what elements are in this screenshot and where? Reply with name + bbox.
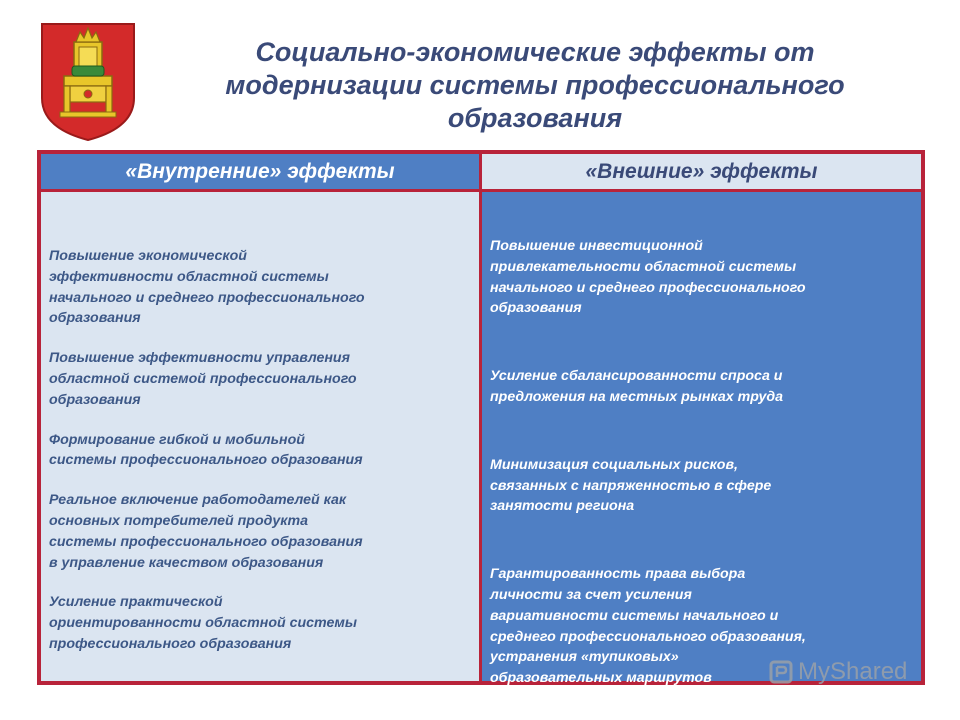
page-title — [170, 36, 900, 135]
myshared-watermark — [768, 658, 907, 686]
internal-effect-item: Повышение экономической эффективности областной системы начального и среднего профессионального образования — [49, 248, 365, 327]
coat-of-arms-icon — [38, 20, 138, 144]
internal-effect-item: Формирование гибкой и мобильной системы профессионального образования — [49, 431, 363, 469]
external-effects-header: «Внешние» эффекты — [482, 154, 921, 189]
title-line-1: Социально-экономические эффекты от — [255, 37, 815, 67]
internal-effects-column — [41, 192, 479, 681]
watermark-text: MyShared — [798, 658, 908, 685]
internal-effect-item: Усиление практической ориентированности областной системы профессионального образования — [49, 594, 357, 652]
internal-effects-header: «Внутренние» эффекты — [41, 154, 479, 189]
internal-effect-item: Повышение эффективности управления областной системой профессионального образования — [49, 350, 357, 408]
internal-effect-item: Реальное включение работодателей как основных потребителей продукта системы профессионального образования в управление качеством образования — [49, 492, 363, 571]
effects-table — [37, 150, 925, 685]
title-line-3: образования — [447, 103, 623, 133]
external-effect-item: Повышение инвестиционной привлекательности областной системы начального и среднего профессионального образования — [490, 238, 806, 317]
external-effects-column — [482, 192, 921, 687]
external-effect-item: Минимизация социальных рисков, связанных с напряженностью в сфере занятости региона — [490, 456, 772, 515]
myshared-logo-icon — [768, 659, 794, 685]
title-line-2: модернизации системы профессионального — [225, 70, 845, 100]
external-effect-item: Усиление сбалансированности спроса и предложения на местных рынках труда — [490, 368, 784, 405]
external-effect-item: Гарантированность права выбора личности за счет усиления вариативности системы начального и среднего профессионального образования, устранения «тупиковых» образовательных маршрутов — [490, 566, 806, 687]
